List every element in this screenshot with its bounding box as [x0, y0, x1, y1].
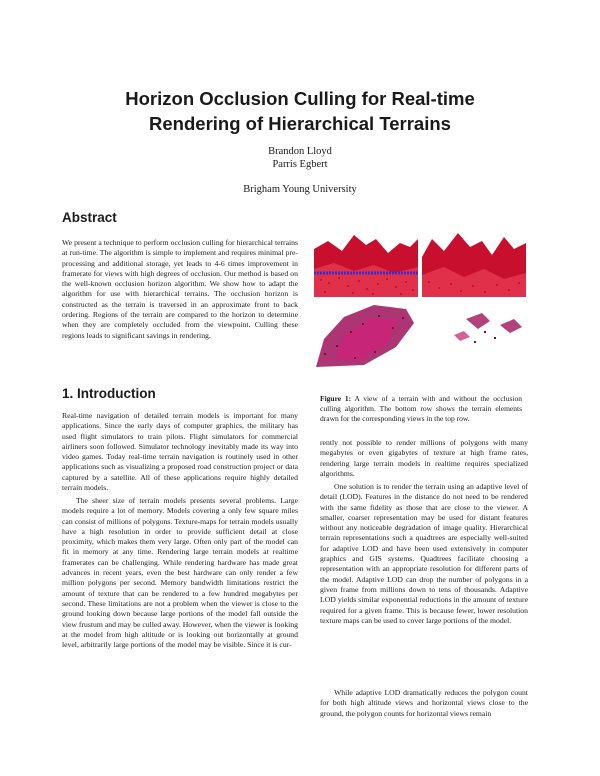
author-1: Brandon Lloyd [268, 146, 332, 157]
abstract-heading: Abstract [62, 210, 117, 225]
figure-caption-text: A view of a terrain with and without the occlusion culling algorithm. The bottom row shows the terrain elements drawn for the corresponding views in the top row. [320, 394, 522, 423]
title-line-1: Horizon Occlusion Culling for Real-time [125, 88, 475, 109]
right-paragraph-3: While adaptive LOD dramatically reduces the polygon count for both high altitude views and horizontal views close to the ground, the polygon counts for horizontal views remain [320, 688, 528, 718]
title-line-2: Rendering of Hierarchical Terrains [149, 113, 451, 134]
terrain-elements-bottom-left [316, 305, 414, 367]
affiliation: Brigham Young University [243, 184, 357, 195]
introduction-heading: 1. Introduction [62, 386, 156, 401]
intro-paragraph-2: The sheer size of terrain models presents several problems. Large models require a lot of memory. Models covering a only few square miles can consist of millions of polygons. Texture-maps for terrain models usually have a high resolution in order to provide sufficient detail at close proximity, which makes them very large. Often only part of the model can fit in memory at any time. Rendering large terrain models at realtime framerates can be challenging. While rendering hardware has made great advances in recent years, even the best hardware can only render a few million polygons per second. Memory bandwidth limitations restrict the amount of texture that can be rendered to a few hundred megabytes per second. These limitations are not a problem when the viewer is close to the ground looking down because large portions of the model fall outside the view frustum and may be culled away. However, when the viewer is looking at the model from high altitude or is looking out horizontally at ground level, arbitrarily large portions of the model may be visible. Since it is cur- [62, 496, 298, 650]
terrain-render-top-right [422, 227, 526, 297]
figure-caption [320, 394, 522, 424]
right-paragraph-1: rently not possible to render millions of polygons with many megabytes or even gigabytes of texture at high frame rates, rendering large terrain models in realtime requires specialized algorithms. [320, 438, 528, 478]
author-2: Parris Egbert [272, 159, 328, 170]
right-paragraph-2: One solution is to render the terrain using an adaptive level of detail (LOD). Features in the distance do not need to be rendered with the same fidelity as those that are close to the viewer. A smaller, coarser representation may be used for distant features without any noticeable degradation of image quality. Hierarchical terrain representations such a quadtrees are especially well-suited for adaptive LOD and have been used extensively in computer graphics and GIS systems. Quadtrees facilitate choosing a representation with an appropriate resolution for different parts of the model. Adaptive LOD can drop the number of polygons in a given frame from millions down to tens of thousands. Adaptive LOD yields similar exponential reductions in the amount of texture required for a given frame. This is because fewer, lower resolution texture maps can be used to cover large portions of the model. [320, 482, 528, 625]
author-list [0, 145, 600, 171]
abstract-text: We present a technique to perform occlusion culling for hierarchical terrains at run-time. The algorithm is simple to implement and requires minimal pre-processing and additional storage, yet leads to 4-6 times improvement in framerate for views with high degrees of occlusion. Our method is based on the well-known occlusion horizon algorithm. We show how to adapt the algorithm for use with hierarchical terrains. The occlusion horizon is constructed as the terrain is traversed in an approximate front to back ordering. Regions of the terrain are compared to the horizon to determine when they are completely occluded from the viewpoint. Culling these regions leads to significant savings in rendering. [62, 238, 298, 340]
terrain-render-top-left [314, 227, 418, 297]
terrain-figure [314, 227, 526, 375]
terrain-elements-bottom-right [454, 313, 522, 343]
intro-paragraph-1: Real-time navigation of detailed terrain models is important for many applications. Since the early days of computer graphics, the military has used flight simulators to train pilots. Flight simulators for commercial airliners soon followed. Simulator technology inevitably made its way into video games. Today real-time terrain navigation is routinely used in other applications such as visualizing a proposed road construction project or data captured by a satellite. All of these applications require highly detailed terrain models. [62, 411, 298, 493]
paper-title [0, 86, 600, 136]
figure-caption-label: Figure 1: [320, 394, 352, 403]
